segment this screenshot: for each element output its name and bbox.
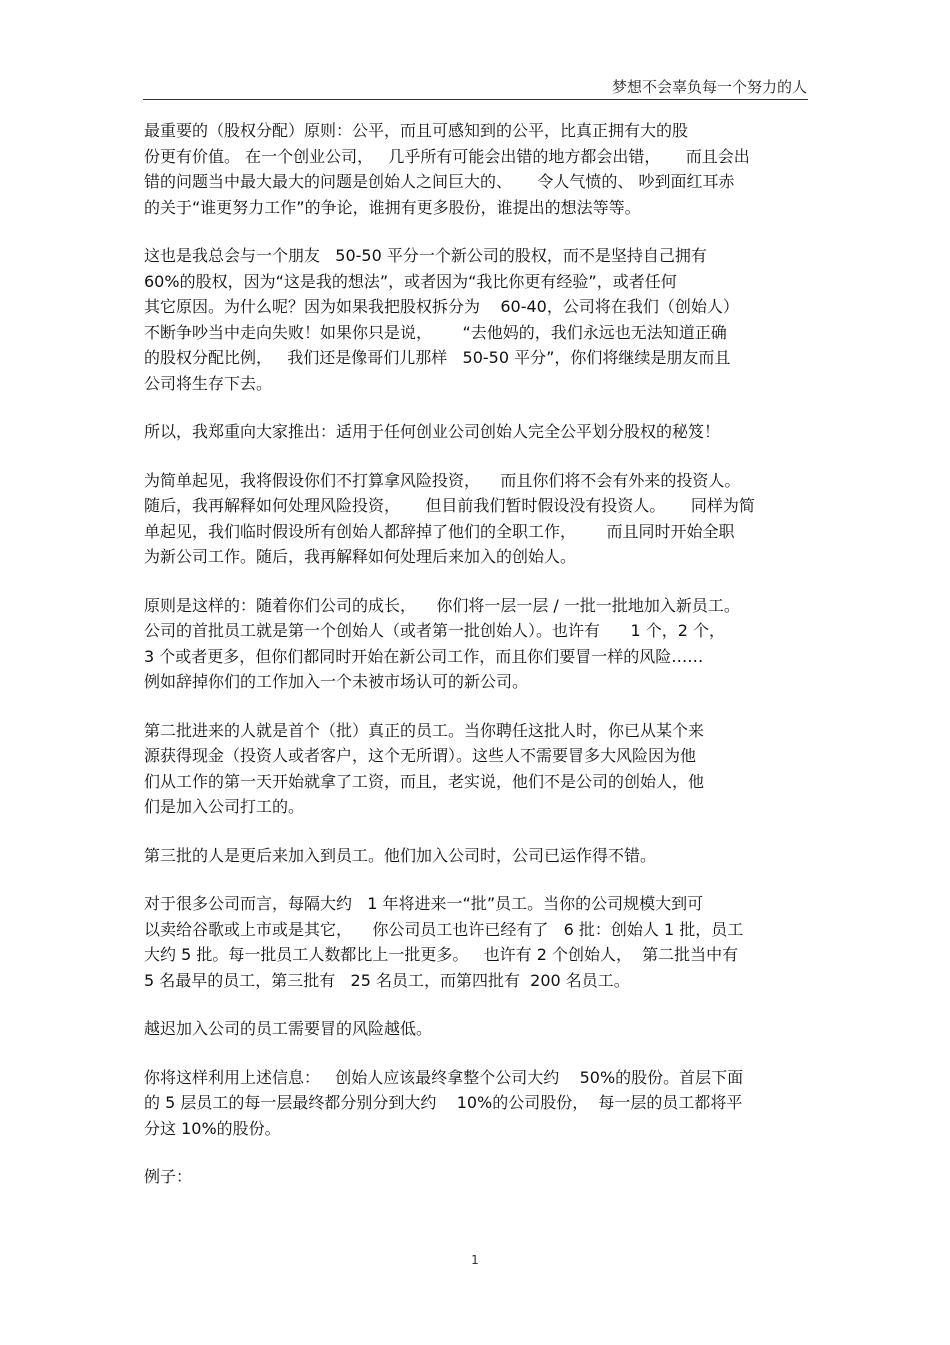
- page-number: 1: [471, 1253, 479, 1267]
- paragraph: [144, 843, 809, 869]
- text-line: 们从工作的第一天开始就拿了工资，而且，老实说，他们不是公司的创始人，他: [144, 771, 705, 791]
- text-line: 例子：: [144, 1167, 193, 1186]
- text-line: 例如辞掉你们的工作加入一个未被市场认可的新公司。: [144, 672, 529, 691]
- paragraph: [144, 593, 809, 695]
- text-line: 公司的首批员工就是第一个创始人（或者第一批创始人）。也许有 1 个，2 个，: [144, 621, 726, 640]
- text-line: 大约 5 批。每一批员工人数都比上一批更多。 也许有 2 个创始人， 第二批当中有: [144, 945, 739, 964]
- text-line: 公司将生存下去。: [144, 373, 273, 393]
- paragraph: [144, 1016, 809, 1042]
- text-line: 单起见，我们临时假设所有创始人都辞掉了他们的全职工作， 而且同时开始全职: [144, 521, 735, 541]
- text-line: 越迟加入公司的员工需要冒的风险越低。: [144, 1019, 433, 1038]
- text-line: 们是加入公司打工的。: [144, 797, 305, 816]
- text-line: 其它原因。为什么呢？因为如果我把股权拆分为 60-40，公司将在我们（创始人）: [144, 297, 739, 316]
- paragraph: [144, 1164, 809, 1190]
- text-line: 为新公司工作。随后，我再解释如何处理后来加入的创始人。: [144, 547, 577, 566]
- text-line: 的 5 层员工的每一层最终都分别分到大约 10%的公司股份， 每一层的员工都将平: [144, 1093, 743, 1112]
- paragraph: [144, 718, 809, 820]
- text-line: 的股权分配比例， 我们还是像哥们儿那样 50-50 平分”，你们将继续是朋友而且: [144, 348, 731, 367]
- paragraph: [144, 891, 809, 993]
- text-line: 对于很多公司而言，每隔大约 1 年将进来一“批”员工。当你的公司规模大到可: [144, 894, 704, 913]
- text-line: 5 名最早的员工，第三批有 25 名员工，而第四批有 200 名员工。: [144, 970, 630, 990]
- paragraph: [144, 243, 809, 396]
- text-line: 的关于“谁更努力工作”的争论，谁拥有更多股份，谁提出的想法等等。: [144, 197, 641, 217]
- text-line: 源获得现金（投资人或者客户，这个无所谓）。这些人不需要冒多大风险因为他: [144, 746, 697, 765]
- text-line: 第二批进来的人就是首个（批）真正的员工。当你聘任这批人时，你已从某个来: [144, 720, 705, 740]
- paragraph: [144, 118, 809, 220]
- running-header: 梦想不会辜负每一个努力的人: [611, 78, 807, 96]
- text-line: 60%的股权，因为“这是我的想法”，或者因为“我比你更有经验”，或者任何: [144, 271, 677, 291]
- paragraph: [144, 1065, 809, 1142]
- text-line: 你将这样利用上述信息： 创始人应该最终拿整个公司大约 50%的股份。首层下面: [144, 1067, 744, 1087]
- header-divider: [143, 99, 808, 100]
- text-line: 错的问题当中最大最大的问题是创始人之间巨大的、 令人气愤的、 吵到面红耳赤: [144, 172, 735, 191]
- text-line: 随后，我再解释如何处理风险投资， 但目前我们暂时假设没有投资人。 同样为简: [144, 496, 755, 515]
- body-text: [144, 118, 809, 1213]
- text-line: 最重要的（股权分配）原则：公平，而且可感知到的公平，比真正拥有大的股: [144, 121, 689, 140]
- paragraph: [144, 419, 809, 445]
- text-line: 分这 10%的股份。: [144, 1118, 281, 1138]
- text-line: 不断争吵当中走向失败！如果你只是说， “去他妈的，我们永远也无法知道正确: [144, 322, 727, 342]
- text-line: 所以，我郑重向大家推出：适用于任何创业公司创始人完全公平划分股权的秘笈！: [144, 422, 721, 441]
- text-line: 原则是这样的：随着你们公司的成长， 你们将一层一层 / 一批一批地加入新员工。: [144, 595, 740, 615]
- text-line: 以卖给谷歌或上市或是其它， 你公司员工也许已经有了 6 批：创始人 1 批，员工: [144, 919, 744, 939]
- text-line: 份更有价值。 在一个创业公司， 几乎所有可能会出错的地方都会出错， 而且会出: [144, 146, 750, 166]
- text-line: 为简单起见，我将假设你们不打算拿风险投资， 而且你们将不会有外来的投资人。: [144, 470, 741, 490]
- text-line: 第三批的人是更后来加入到员工。他们加入公司时，公司已运作得不错。: [144, 845, 657, 865]
- text-line: 这也是我总会与一个朋友 50-50 平分一个新公司的股权，而不是坚持自己拥有: [144, 246, 707, 265]
- text-line: 3 个或者更多，但你们都同时开始在新公司工作，而且你们要冒一样的风险……: [144, 646, 704, 666]
- paragraph: [144, 468, 809, 570]
